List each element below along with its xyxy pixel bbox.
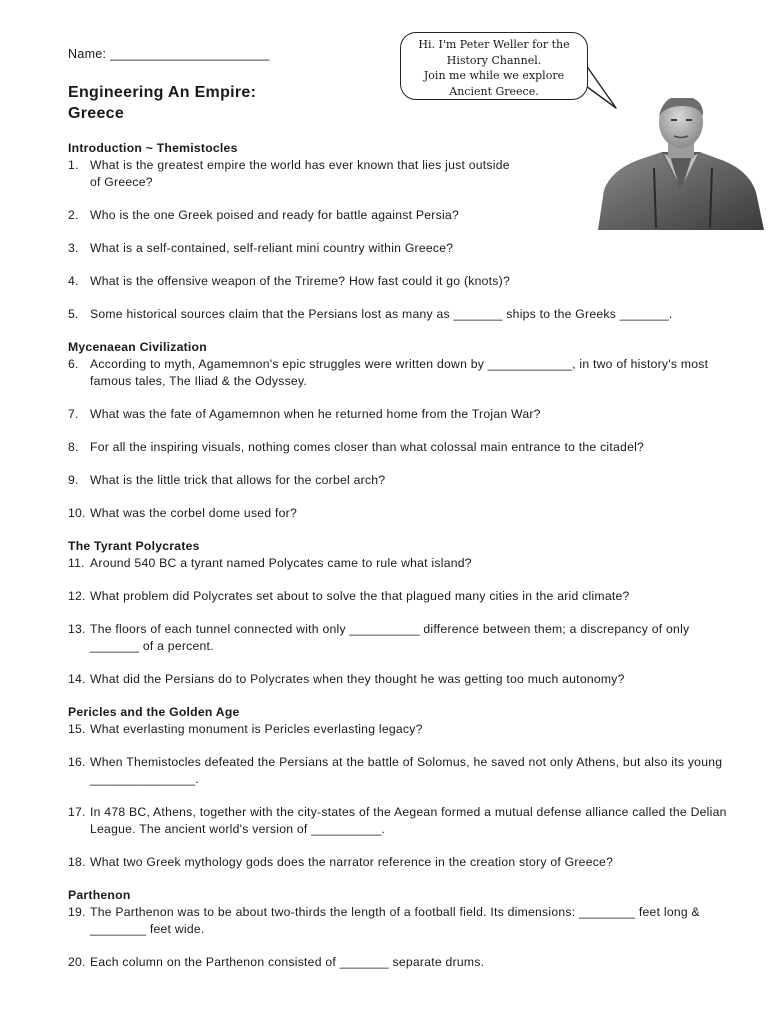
question-text: What did the Persians do to Polycrates when they thought he was getting too much autonomy? (90, 672, 625, 686)
question-number: 5. (68, 307, 79, 321)
question-number: 12. (68, 589, 86, 603)
question-item (68, 555, 728, 572)
question-number: 6. (68, 357, 79, 371)
question-item (68, 854, 728, 871)
question-number: 20. (68, 955, 86, 969)
section-title: Mycenaean Civilization (68, 340, 207, 354)
question-item (68, 588, 728, 605)
question-number: 4. (68, 274, 79, 288)
question-number: 1. (68, 158, 79, 172)
question-item (68, 954, 728, 971)
question-number: 7. (68, 407, 79, 421)
question-text: What was the fate of Agamemnon when he returned home from the Trojan War? (90, 407, 541, 421)
question-item (68, 306, 728, 323)
question-item (68, 505, 728, 522)
question-item (68, 157, 728, 191)
question-number: 18. (68, 855, 86, 869)
question-item (68, 621, 728, 655)
question-text: Some historical sources claim that the Persians lost as many as _______ ships to the Greeks _______. (90, 307, 673, 321)
bubble-line-3: Join me while we explore (423, 69, 565, 82)
question-item (68, 804, 728, 838)
question-text: The floors of each tunnel connected with only __________ difference between them; a discrepancy of only _______ of a percent. (90, 622, 690, 653)
question-item (68, 273, 728, 290)
question-text: The Parthenon was to be about two-thirds the length of a football field. Its dimensions: ________ feet long & ________ feet wide. (90, 905, 700, 936)
bubble-line-1: Hi. I'm Peter Weller for the (418, 38, 570, 51)
name-field[interactable]: Name: ______________________ (68, 47, 270, 61)
question-text: What two Greek mythology gods does the narrator reference in the creation story of Greece? (90, 855, 614, 869)
section-title: The Tyrant Polycrates (68, 539, 200, 553)
bubble-line-4: Ancient Greece. (449, 84, 539, 98)
question-text: What is a self-contained, self-reliant mini country within Greece? (90, 241, 454, 255)
question-text: What everlasting monument is Pericles everlasting legacy? (90, 722, 423, 736)
question-text: According to myth, Agamemnon's epic struggles were written down by ____________, in two of history's most famous tales, The Iliad & the Odyssey. (90, 357, 709, 388)
question-number: 10. (68, 506, 86, 520)
question-text: What problem did Polycrates set about to solve the that plagued many cities in the arid climate? (90, 589, 630, 603)
question-text: What is the offensive weapon of the Trireme? How fast could it go (knots)? (90, 274, 510, 288)
question-number: 3. (68, 241, 79, 255)
section-pericles (68, 704, 728, 871)
question-text: In 478 BC, Athens, together with the city-states of the Aegean formed a mutual defense alliance called the Delian League. The ancient world's version of __________. (90, 805, 727, 836)
section-introduction (68, 140, 728, 323)
section-title: Parthenon (68, 888, 131, 902)
question-text: What is the greatest empire the world has ever known that lies just outside of Greece? (90, 158, 510, 189)
worksheet-title (68, 82, 256, 124)
question-number: 16. (68, 755, 86, 769)
section-title: Introduction ~ Themistocles (68, 141, 238, 155)
question-item (68, 754, 728, 788)
question-text: What was the corbel dome used for? (90, 506, 297, 520)
question-number: 17. (68, 805, 86, 819)
question-item (68, 240, 728, 257)
section-mycenaean (68, 339, 728, 522)
speech-bubble (400, 32, 588, 100)
question-number: 2. (68, 208, 79, 222)
question-number: 9. (68, 473, 79, 487)
question-text: When Themistocles defeated the Persians at the battle of Solomus, he saved not only Athens, but also its young _______________. (90, 755, 723, 786)
question-number: 19. (68, 905, 86, 919)
question-text: Around 540 BC a tyrant named Polycates came to rule what island? (90, 556, 472, 570)
question-item (68, 904, 728, 938)
section-parthenon (68, 887, 728, 971)
question-item (68, 439, 728, 456)
question-number: 14. (68, 672, 86, 686)
question-item (68, 406, 728, 423)
question-number: 13. (68, 622, 86, 636)
question-item (68, 356, 728, 390)
question-list (68, 136, 728, 971)
question-number: 8. (68, 440, 79, 454)
section-polycrates (68, 538, 728, 688)
question-item (68, 207, 728, 224)
question-item (68, 472, 728, 489)
question-text: Each column on the Parthenon consisted of _______ separate drums. (90, 955, 485, 969)
title-line-1: Engineering An Empire: (68, 84, 257, 101)
question-text: Who is the one Greek poised and ready for battle against Persia? (90, 208, 459, 222)
question-item (68, 671, 728, 688)
question-text: What is the little trick that allows for the corbel arch? (90, 473, 386, 487)
bubble-line-2: History Channel. (446, 53, 542, 67)
question-number: 11. (68, 556, 85, 570)
question-item (68, 721, 728, 738)
title-line-2: Greece (68, 105, 125, 122)
section-title: Pericles and the Golden Age (68, 705, 240, 719)
question-text: For all the inspiring visuals, nothing comes closer than what colossal main entrance to the citadel? (90, 440, 645, 454)
question-number: 15. (68, 722, 86, 736)
